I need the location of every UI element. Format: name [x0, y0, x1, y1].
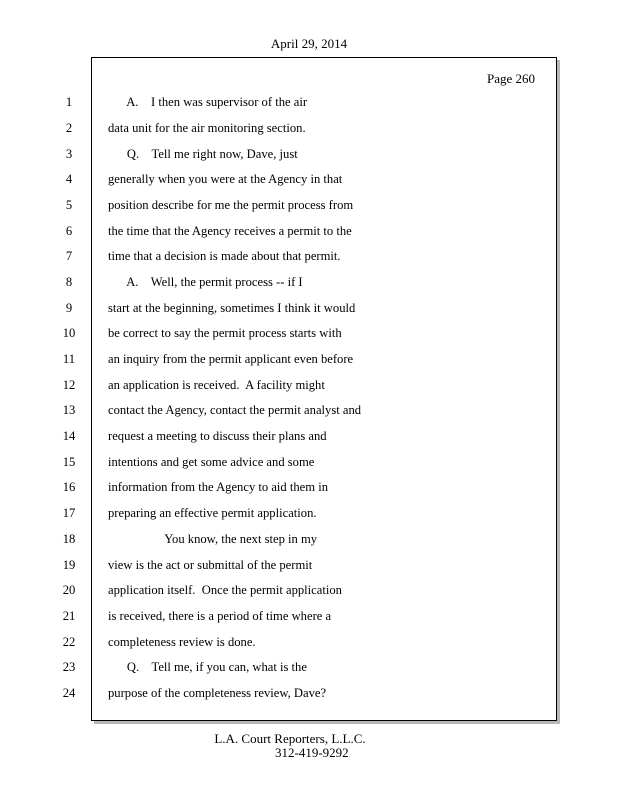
transcript-line: [0, 581, 618, 599]
transcript-line: [0, 504, 618, 522]
line-number: 8: [65, 275, 73, 289]
line-number: 18: [62, 532, 76, 546]
line-text: information from the Agency to aid them in: [108, 480, 328, 494]
line-number: 13: [62, 403, 76, 417]
line-text: generally when you were at the Agency in that: [108, 172, 343, 186]
line-number: 11: [62, 352, 76, 366]
line-text: data unit for the air monitoring section.: [108, 121, 306, 135]
line-text: contact the Agency, contact the permit analyst and: [108, 403, 362, 417]
line-number: 14: [62, 429, 76, 443]
line-number: 2: [65, 121, 73, 135]
line-text: A. I then was supervisor of the air: [108, 95, 308, 109]
line-number: 23: [62, 660, 76, 674]
line-text: A. Well, the permit process -- if I: [108, 275, 303, 289]
line-number: 4: [65, 172, 73, 186]
line-text: Q. Tell me right now, Dave, just: [108, 147, 298, 161]
transcript-line: [0, 453, 618, 471]
line-text: Q. Tell me, if you can, what is the: [108, 660, 307, 674]
line-number: 3: [65, 147, 73, 161]
line-text: intentions and get some advice and some: [108, 455, 315, 469]
transcript-line: [0, 299, 618, 317]
line-text: You know, the next step in my: [108, 532, 318, 546]
transcript-line: [0, 350, 618, 368]
page-number: Page 260: [487, 71, 536, 86]
line-text: purpose of the completeness review, Dave?: [108, 686, 327, 700]
line-number: 1: [65, 95, 73, 109]
transcript-line: [0, 170, 618, 188]
transcript-line: [0, 556, 618, 574]
line-number: 20: [62, 583, 76, 597]
transcript-line: [0, 119, 618, 137]
line-text: completeness review is done.: [108, 635, 256, 649]
transcript-line: [0, 222, 618, 240]
header-date: April 29, 2014: [270, 36, 348, 51]
transcript-line: [0, 478, 618, 496]
line-number: 15: [62, 455, 76, 469]
transcript-line: [0, 530, 618, 548]
transcript-line: [0, 145, 618, 163]
transcript-line: [0, 658, 618, 676]
transcript-line: [0, 93, 618, 111]
line-text: is received, there is a period of time where a: [108, 609, 332, 623]
transcript-line: [0, 376, 618, 394]
line-number: 21: [62, 609, 76, 623]
line-text: be correct to say the permit process starts with: [108, 326, 342, 340]
line-number: 19: [62, 558, 76, 572]
transcript-line: [0, 633, 618, 651]
line-text: an inquiry from the permit applicant even before: [108, 352, 354, 366]
line-number: 16: [62, 480, 76, 494]
line-text: preparing an effective permit application.: [108, 506, 317, 520]
line-number: 24: [62, 686, 76, 700]
transcript-line: [0, 684, 618, 702]
transcript-line: [0, 196, 618, 214]
line-text: start at the beginning, sometimes I think it would: [108, 301, 356, 315]
line-text: the time that the Agency receives a permit to the: [108, 224, 352, 238]
line-text: time that a decision is made about that permit.: [108, 249, 341, 263]
transcript-line: [0, 401, 618, 419]
transcript-line: [0, 607, 618, 625]
line-number: 7: [65, 249, 73, 263]
footer-phone: 312-419-9292: [275, 745, 349, 760]
line-text: position describe for me the permit process from: [108, 198, 354, 212]
line-text: application itself. Once the permit application: [108, 583, 342, 597]
line-number: 10: [62, 326, 76, 340]
line-text: request a meeting to discuss their plans and: [108, 429, 327, 443]
transcript-line: [0, 247, 618, 265]
transcript-line: [0, 324, 618, 342]
line-number: 22: [62, 635, 76, 649]
line-number: 5: [65, 198, 73, 212]
transcript-line: [0, 427, 618, 445]
line-number: 12: [62, 378, 76, 392]
line-number: 9: [65, 301, 73, 315]
line-text: an application is received. A facility might: [108, 378, 325, 392]
footer-company: L.A. Court Reporters, L.L.C.: [214, 731, 366, 746]
line-number: 6: [65, 224, 73, 238]
line-number: 17: [62, 506, 76, 520]
transcript-line: [0, 273, 618, 291]
line-text: view is the act or submittal of the permit: [108, 558, 313, 572]
